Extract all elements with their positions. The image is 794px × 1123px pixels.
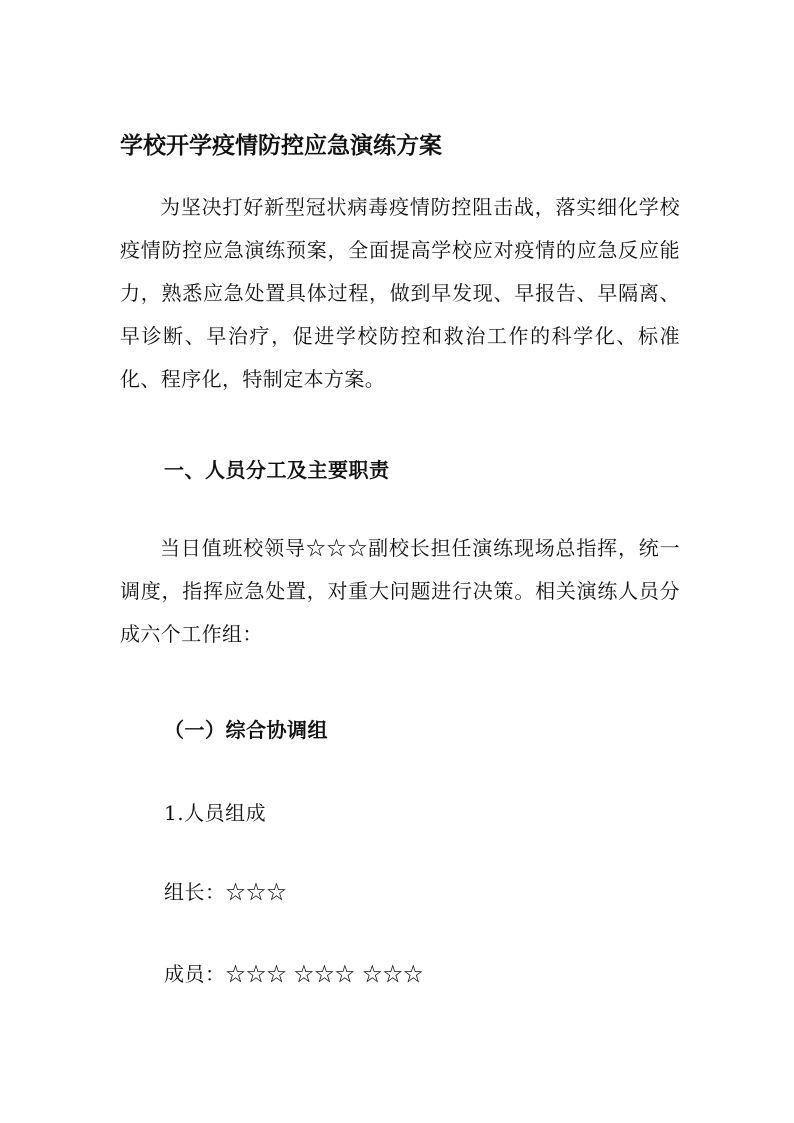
subsection-heading-coordination: （一）综合协调组 — [164, 718, 328, 742]
item-label-composition: 1.人员组成 — [164, 801, 267, 825]
intro-paragraph: 为坚决打好新型冠状病毒疫情防控阻击战，落实细化学校疫情防控应急演练预案，全面提高学校应对疫情的应急反应能力，熟悉应急处置具体过程，做到早发现、早报告、早隔离、早诊断、早治疗，促进学校防控和救治工作的科学化、标准化、程序化，特制定本方案。 — [120, 195, 680, 391]
members-line: 成员：☆☆☆ ☆☆☆ ☆☆☆ — [164, 962, 424, 986]
section-paragraph-command: 当日值班校领导☆☆☆副校长担任演练现场总指挥，统一调度，指挥应急处置，对重大问题进行决策。相关演练人员分成六个工作组： — [120, 536, 680, 646]
document-title: 学校开学疫情防控应急演练方案 — [120, 132, 442, 159]
group-leader-line: 组长：☆☆☆ — [164, 880, 287, 904]
section-heading-personnel: 一、人员分工及主要职责 — [164, 458, 390, 482]
